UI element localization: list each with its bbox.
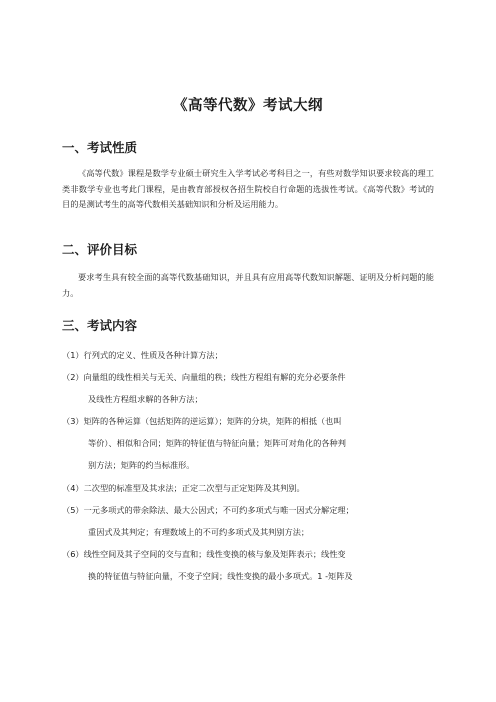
document-title: 《高等代数》考试大纲: [173, 98, 323, 114]
list-item-text: （6）线性空间及其子空间的交与直和；线性变换的核与象及矩阵表示；线性变: [62, 549, 346, 559]
section-heading-3: 三、考试内容: [62, 318, 138, 333]
section-heading-2: 二、评价目标: [62, 242, 138, 257]
section-1-paragraph: 《高等代数》课程是数学专业硕士研究生入学考试必考科目之一，有些对数学知识要求较高的理工类非数学专业也考此门课程，是由教育部授权各招生院校自行命题的选拔性考试。《高等代数》考试的目的是测试考生的高等代数相关基础知识和分析及运用能力。: [62, 168, 434, 209]
list-item-text: （1）行列式的定义、性质及各种计算方法；: [62, 350, 223, 360]
list-item-continuation: 及线性方程组求解的各种方法；: [88, 394, 203, 405]
list-item-text: （5）一元多项式的带余除法、最大公因式；不可约多项式与唯一因式分解定理；: [62, 505, 354, 515]
list-item: [62, 366, 434, 410]
list-item-continuation: 换的特征值与特征向量，不变子空间；线性变换的最小多项式。1 -矩阵及: [88, 571, 353, 582]
list-item: [62, 410, 434, 477]
list-item-continuation: 等价）、相似和合同；矩阵的特征值与特征向量；矩阵可对角化的各种判: [88, 438, 346, 449]
section-2-paragraph: 要求考生具有较全面的高等代数基础知识，并且具有应用高等代数知识解题、证明及分析问题的能力。: [62, 272, 434, 298]
list-item: [62, 543, 434, 587]
list-item: [62, 499, 434, 543]
list-item-text: （4）二次型的标准型及其求法；正定二次型与正定矩阵及其判别。: [62, 483, 305, 493]
list-item: [62, 344, 434, 366]
list-item: [62, 477, 434, 499]
list-item-continuation: 重因式及其判定；有理数域上的不可约多项式及其判别方法；: [88, 527, 310, 538]
list-item-text: （3）矩阵的各种运算（包括矩阵的逆运算）；矩阵的分块，矩阵的相抵（也叫: [62, 416, 342, 426]
section-heading-1: 一、考试性质: [62, 140, 138, 155]
list-item-continuation: 别方法；矩阵的约当标准形。: [88, 460, 195, 471]
list-item-text: （2）向量组的线性相关与无关、向量组的秩；线性方程组有解的充分必要条件: [62, 372, 346, 382]
